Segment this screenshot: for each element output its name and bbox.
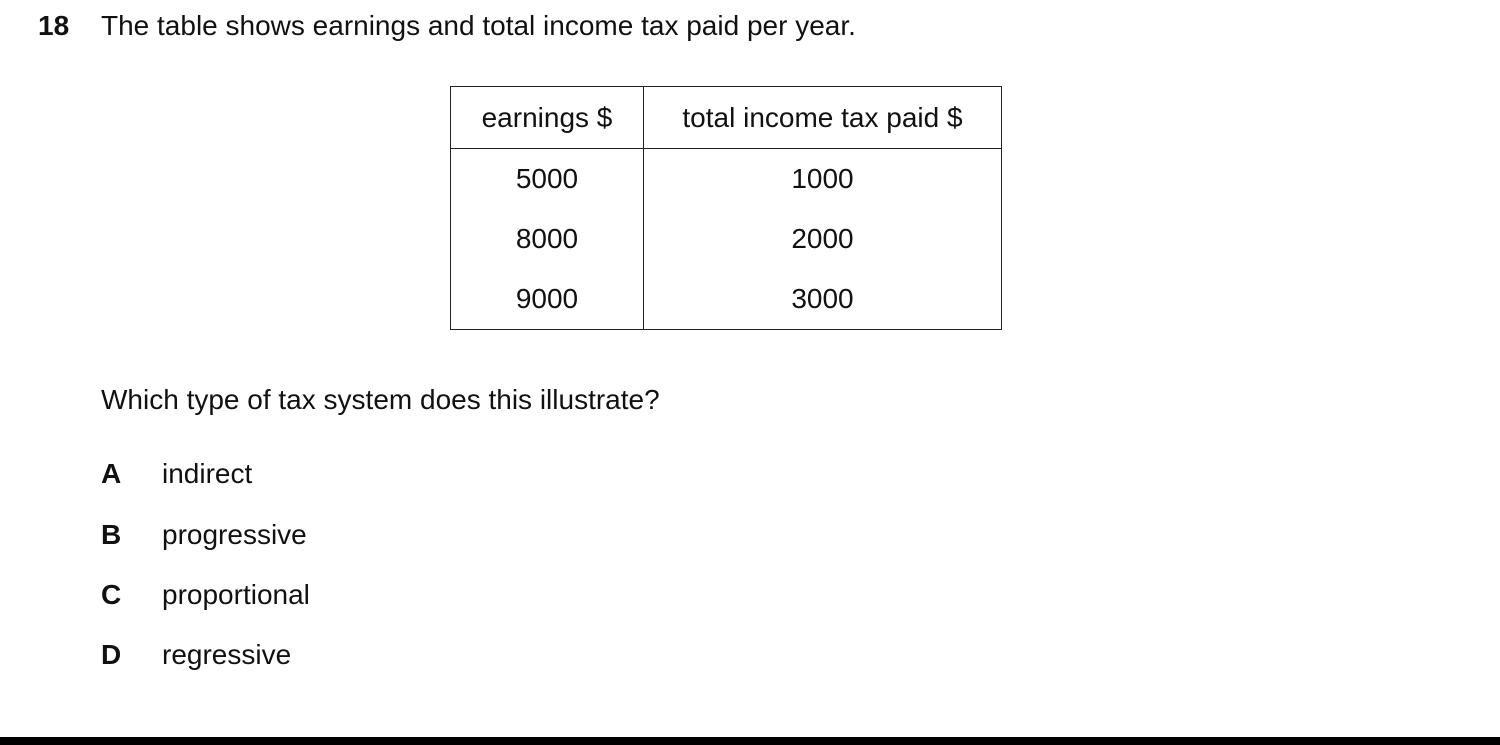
column-header-tax-paid: total income tax paid $ <box>644 87 1002 149</box>
option-text: indirect <box>162 458 253 489</box>
table-cell-earnings: 5000 <box>451 149 644 210</box>
table-cell-earnings: 9000 <box>451 269 644 330</box>
option-text: progressive <box>162 519 307 550</box>
question-stem: The table shows earnings and total income tax paid per year. <box>101 10 856 41</box>
table-cell-tax-paid: 2000 <box>644 209 1002 269</box>
option-letter: B <box>101 519 122 550</box>
footer-divider <box>0 737 1500 745</box>
table-row <box>451 149 1002 210</box>
question-prompt: Which type of tax system does this illustrate? <box>101 384 660 415</box>
option-text: regressive <box>162 639 292 670</box>
option-letter: D <box>101 639 122 670</box>
table-cell-earnings: 8000 <box>451 209 644 269</box>
table-header-row <box>451 87 1002 149</box>
option-letter: A <box>101 458 122 489</box>
data-table <box>450 86 1002 330</box>
table-cell-tax-paid: 3000 <box>644 269 1002 330</box>
table-row <box>451 269 1002 330</box>
column-header-earnings: earnings $ <box>451 87 644 149</box>
table-cell-tax-paid: 1000 <box>644 149 1002 210</box>
table-row <box>451 209 1002 269</box>
question-number: 18 <box>38 10 70 41</box>
option-letter: C <box>101 579 122 610</box>
option-text: proportional <box>162 579 310 610</box>
